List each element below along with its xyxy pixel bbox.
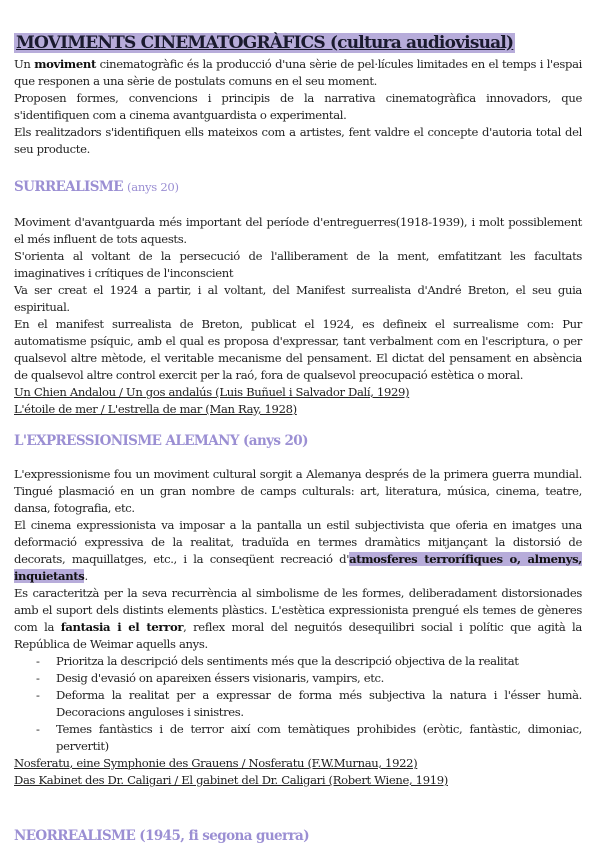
intro-paragraph-1: Un moviment cinematogràfic és la producció d'una sèrie de pel·lícules limitades en el temps i l'espai que responen a una sèrie de postulats comuns en el seu moment. [14, 57, 582, 88]
list-item: - Temes fantàstics i de terror així com temàtiques prohibides (eròtic, fantàstic, dimoniac, pervertit) [56, 721, 582, 755]
highlighted-phrase: atmosferes terrorífiques o, almenys, inquietants [14, 552, 582, 583]
list-item: - Prioritza la descripció dels sentiments més que la descripció objectiva de la realitat [56, 653, 582, 670]
list-item: - Desig d'evasió on apareixen éssers visionaris, vampirs, etc. [56, 670, 582, 687]
film-reference: Un Chien Andalou / Un gos andalús (Luis Buñuel i Salvador Dalí, 1929) [14, 385, 410, 399]
heading-neorrealisme: NEORREALISME (1945, fi segona guerra) [14, 828, 309, 844]
expressionisme-paragraph-3: Es caracteritzà per la seva recurrència al simbolisme de les formes, deliberadament distorsionades amb el suport dels distints elements plàstics. L'estètica expressionista prengué els temes de gèneres com la fantasia i el terror, reflex moral del neguitós desequilibri social i polític que agità la República de Weimar aquells anys. [14, 586, 582, 651]
expressionisme-paragraph-2: El cinema expressionista va imposar a la pantalla un estil subjectivista que oferia en imatges una deformació expressiva de la realitat, traduïda en termes dramàtics mitjançant la distorsió de decorats, maquillatges, etc., i la conseqüent recreació d'atmosferes terrorífiques o, almenys, inquietants. [14, 518, 582, 583]
bold-phrase: fantasia i el terror [60, 620, 184, 634]
film-reference: L'étoile de mer / L'estrella de mar (Man Ray, 1928) [14, 402, 297, 416]
film-reference: Nosferatu, eine Symphonie des Grauens / Nosferatu (F.W.Murnau, 1922) [14, 756, 418, 770]
intro-paragraph-2: Proposen formes, convencions i principis de la narrativa cinematogràfica innovadors, que s'identifiquen com a cinema avantguardista o experimental. [14, 91, 582, 122]
heading-surrealisme: SURREALISME (anys 20) [14, 179, 179, 195]
intro-keyword: moviment [34, 57, 96, 71]
document-title: MOVIMENTS CINEMATOGRÀFICS (cultura audiovisual) [16, 33, 514, 53]
surrealisme-paragraph-3: Va ser creat el 1924 a partir, i al voltant, del Manifest surrealista d'André Breton, el seu guia espiritual. [14, 283, 582, 314]
list-item: - Deforma la realitat per a expressar de forma més subjectiva la natura i l'ésser humà. Decoracions anguloses i sinistres. [56, 687, 582, 721]
surrealisme-paragraph-2: S'orienta al voltant de la persecució de l'alliberament de la ment, emfatitzant les facultats imaginatives i crítiques de l'inconscient [14, 249, 582, 280]
expressionisme-paragraph-1: L'expressionisme fou un moviment cultural sorgit a Alemanya després de la primera guerra mundial. Tingué plasmació en un gran nombre de camps culturals: art, literatura, música, cinema, teatre, dansa, fotografia, etc. [14, 467, 582, 515]
film-reference: Das Kabinet des Dr. Caligari / El gabinet del Dr. Caligari (Robert Wiene, 1919) [14, 773, 448, 787]
surrealisme-paragraph-1: Moviment d'avantguarda més important del període d'entreguerres(1918-1939), i molt possiblement el més influent de tots aquests. [14, 215, 582, 246]
intro-paragraph-3: Els realitzadors s'identifiquen ells mateixos com a artistes, fent valdre el concepte d'autoria total del seu producte. [14, 125, 582, 156]
surrealisme-paragraph-4: En el manifest surrealista de Breton, publicat el 1924, es defineix el surrealisme com: Pur automatisme psíquic, amb el qual es proposa d'expressar, tant verbalment com en l'escriptura, o per qualsevol altre mètode, el veritable mecanisme del pensament. El dictat del pensament en absència de qualsevol altre control exercit per la raó, fora de qualsevol preocupació estètica o moral. [14, 317, 582, 382]
title-block [14, 32, 582, 54]
expressionisme-bullet-list [14, 653, 582, 755]
heading-expressionisme: L'EXPRESSIONISME ALEMANY (anys 20) [14, 433, 308, 449]
